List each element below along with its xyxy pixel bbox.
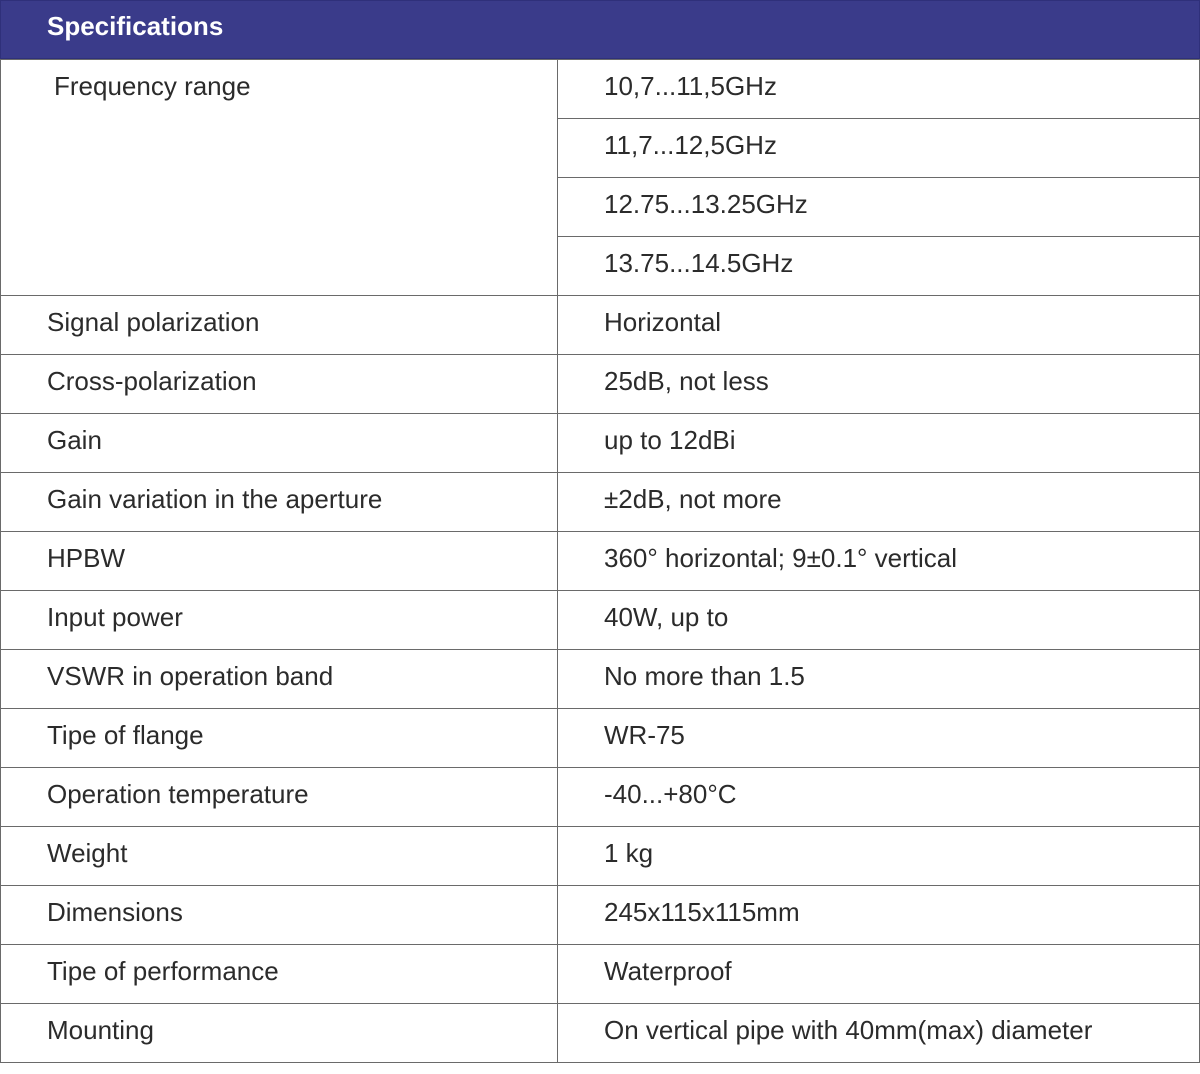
param-cell: Gain variation in the aperture [1,473,558,532]
table-row [1,532,1200,591]
table-row [1,414,1200,473]
value-cell-frequency-1: 10,7...11,5GHz [558,60,1200,119]
value-cell: 245x115x115mm [558,886,1200,945]
table-row [1,296,1200,355]
param-cell: Tipe of performance [1,945,558,1004]
param-cell-frequency-range: Frequency range [1,60,558,296]
value-cell: 360° horizontal; 9±0.1° vertical [558,532,1200,591]
value-cell: up to 12dBi [558,414,1200,473]
value-cell: WR-75 [558,709,1200,768]
param-cell: Input power [1,591,558,650]
param-cell: Dimensions [1,886,558,945]
table-row [1,591,1200,650]
table-row [1,709,1200,768]
param-cell: HPBW [1,532,558,591]
param-cell: Signal polarization [1,296,558,355]
param-cell: Mounting [1,1004,558,1063]
table-row [1,886,1200,945]
table-row [1,650,1200,709]
value-cell: -40...+80°C [558,768,1200,827]
specifications-header: Specifications [0,0,1200,59]
value-cell: No more than 1.5 [558,650,1200,709]
table-row [1,1004,1200,1063]
param-cell: Weight [1,827,558,886]
param-cell: VSWR in operation band [1,650,558,709]
value-cell: 1 kg [558,827,1200,886]
table-row [1,827,1200,886]
table-row [1,945,1200,1004]
param-cell: Tipe of flange [1,709,558,768]
value-cell: Waterproof [558,945,1200,1004]
value-cell-frequency-4: 13.75...14.5GHz [558,237,1200,296]
value-cell: ±2dB, not more [558,473,1200,532]
param-cell: Gain [1,414,558,473]
specifications-table [0,59,1200,1063]
table-row [1,473,1200,532]
value-cell: Horizontal [558,296,1200,355]
table-row [1,60,1200,119]
value-cell-frequency-3: 12.75...13.25GHz [558,178,1200,237]
table-row [1,768,1200,827]
value-cell: On vertical pipe with 40mm(max) diameter [558,1004,1200,1063]
value-cell: 40W, up to [558,591,1200,650]
param-cell: Operation temperature [1,768,558,827]
value-cell-frequency-2: 11,7...12,5GHz [558,119,1200,178]
table-row [1,355,1200,414]
value-cell: 25dB, not less [558,355,1200,414]
param-cell: Cross-polarization [1,355,558,414]
